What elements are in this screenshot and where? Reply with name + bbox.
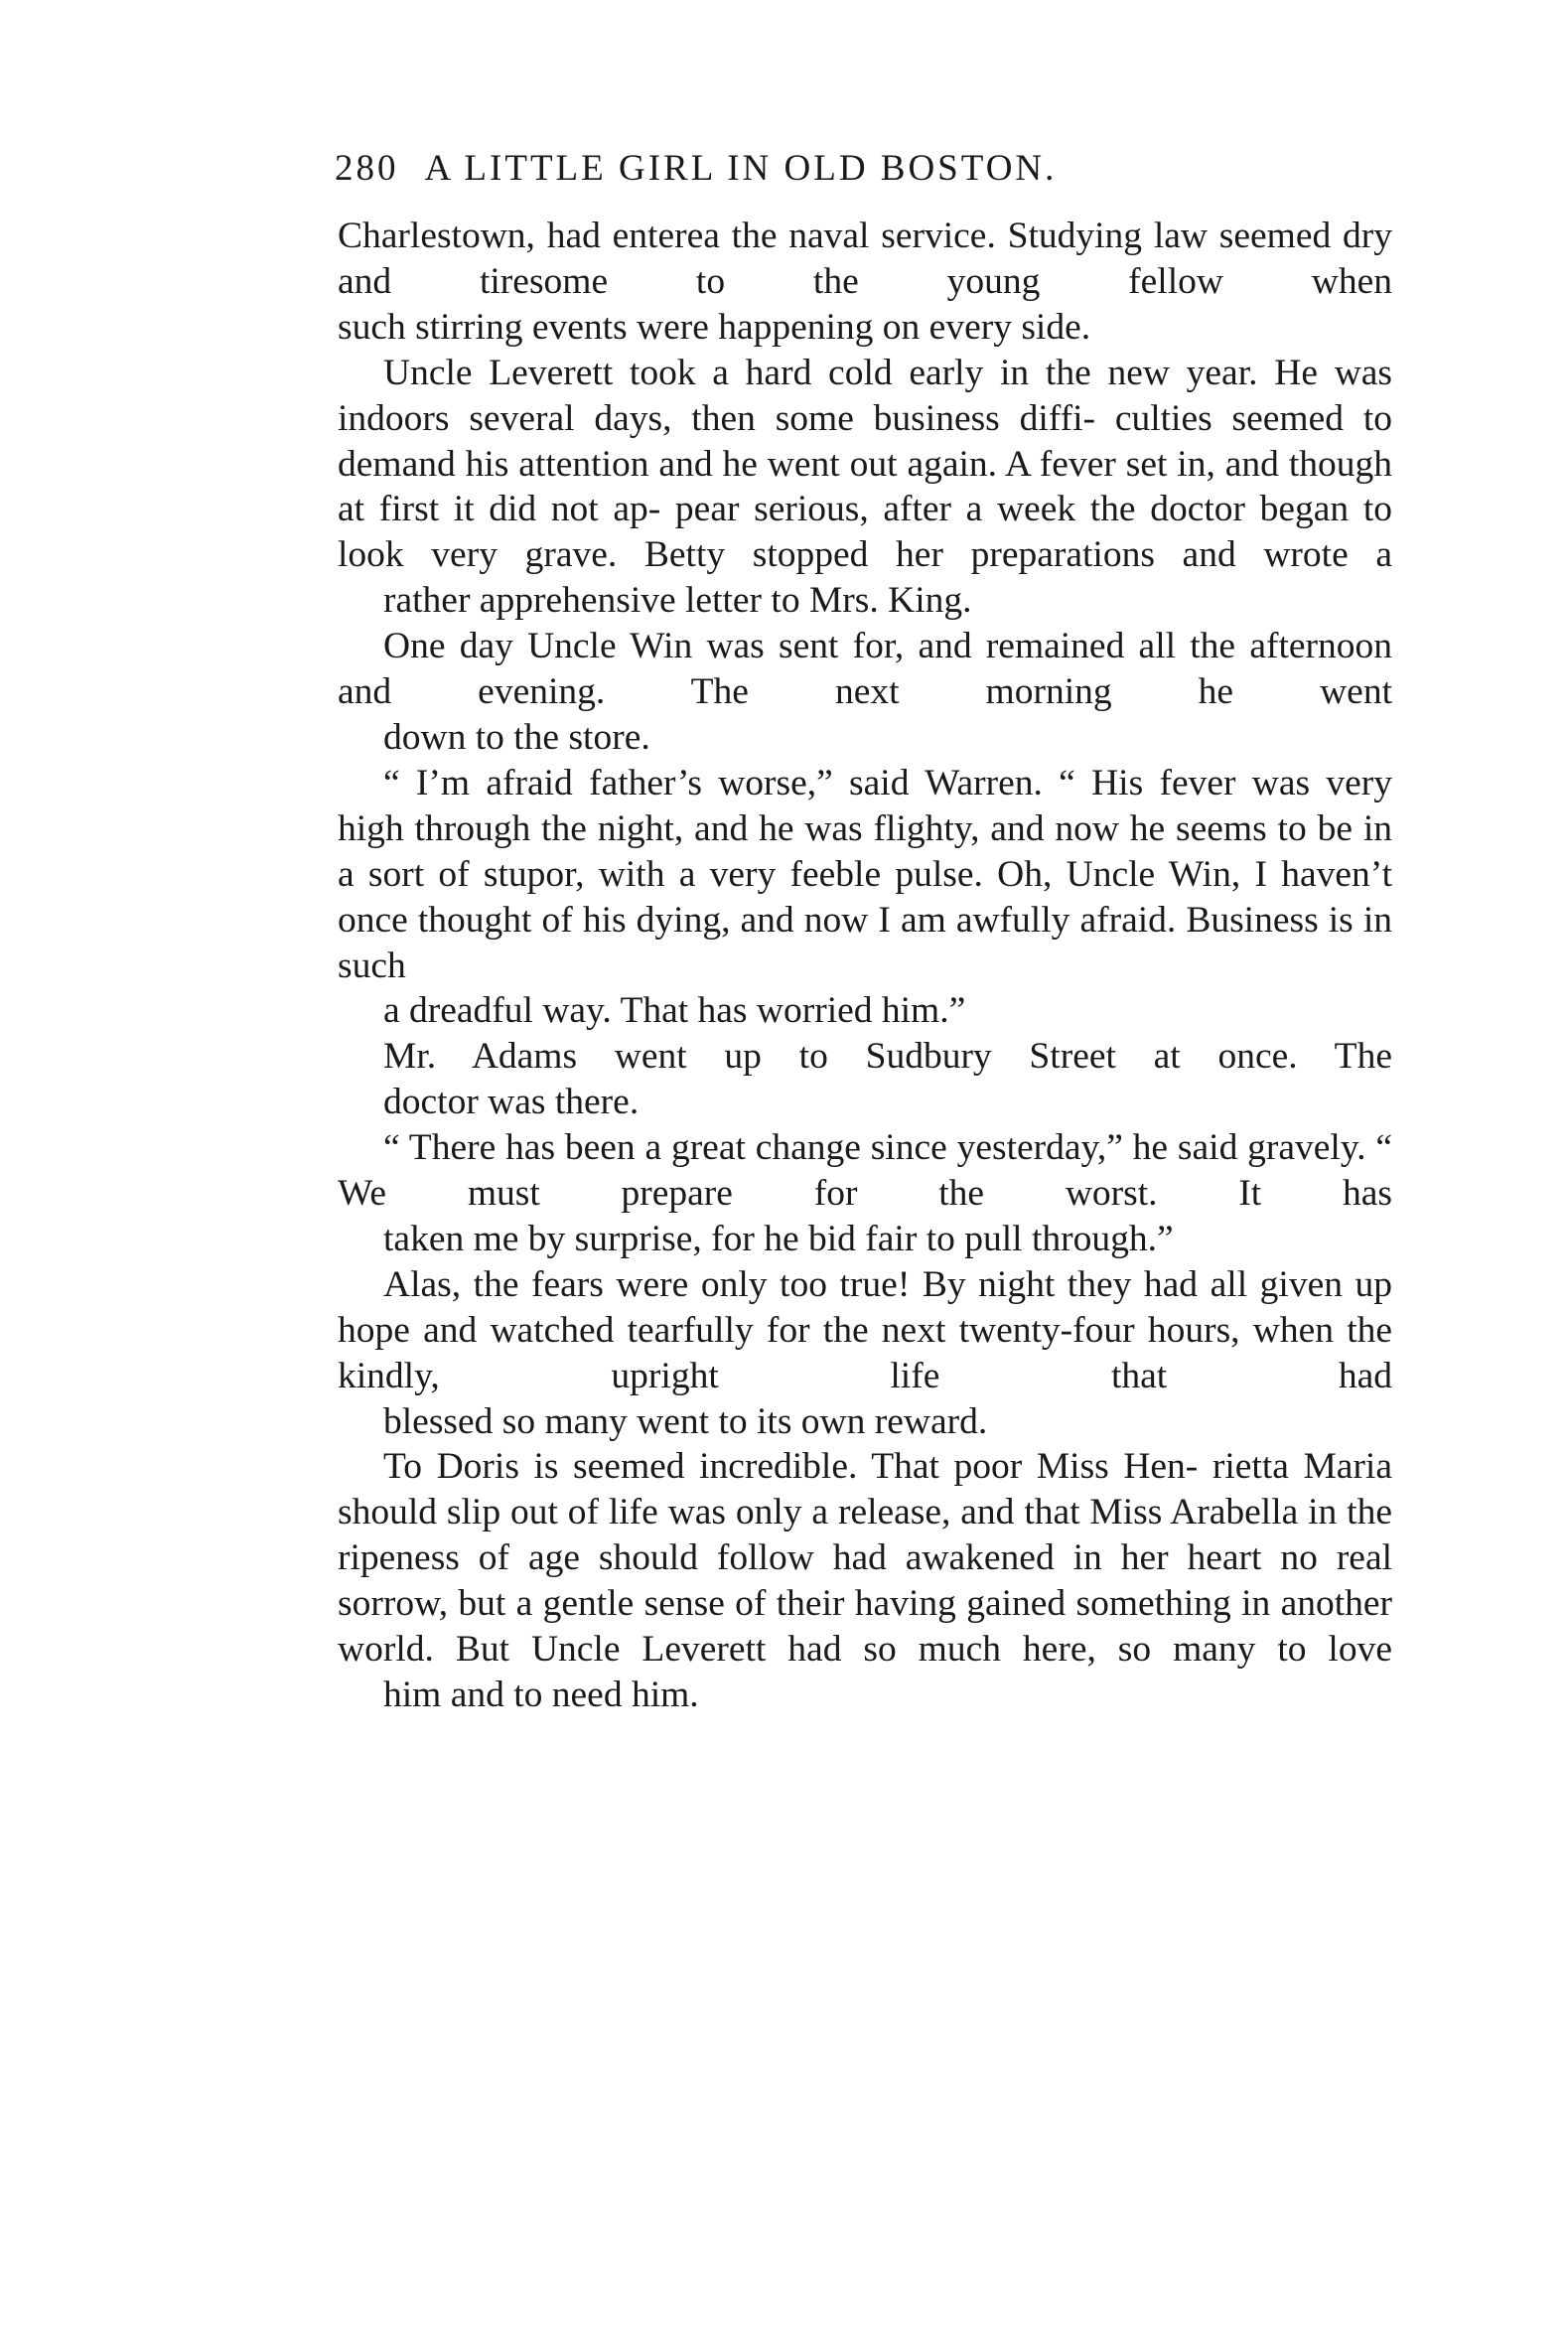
text-line: Charlestown, had enterea the naval service. Studying bbox=[338, 216, 1143, 256]
text-line-last: blessed so many went to its own reward. bbox=[383, 1400, 988, 1442]
text-line-last: such stirring events were happening on every side. bbox=[338, 306, 1091, 348]
text-line: Alas, the fears were only too true! By night they had bbox=[383, 1263, 1199, 1305]
paragraph bbox=[338, 1262, 1392, 1445]
text-line: pear serious, after a week the doctor began to look very bbox=[338, 489, 1392, 576]
text-line: said gravely. “ We must prepare for the worst. It has bbox=[338, 1127, 1392, 1215]
text-line-last: rather apprehensive letter to Mrs. King. bbox=[383, 580, 972, 622]
text-line: Mr. Adams went up to Sudbury Street at once. The bbox=[383, 1036, 1392, 1078]
paragraph bbox=[338, 624, 1392, 761]
paragraph bbox=[338, 1034, 1392, 1125]
running-title: A LITTLE GIRL IN OLD BOSTON. bbox=[424, 148, 1058, 189]
text-line: pulse. Oh, Uncle Win, I haven’t once thought of his bbox=[338, 853, 1392, 941]
running-head bbox=[335, 139, 1387, 199]
body-text bbox=[338, 214, 1392, 1718]
text-line: grave. Betty stopped her preparations and wrote a bbox=[524, 534, 1392, 576]
text-line: was very high through the night, and he was flighty, and bbox=[338, 762, 1393, 849]
text-line-last: a dreadful way. That has worried him.” bbox=[383, 990, 966, 1032]
text-line-last: down to the store. bbox=[383, 716, 650, 758]
paragraph bbox=[338, 1444, 1392, 1717]
text-line: Uncle Leverett took a hard cold early in the new year. bbox=[383, 352, 1258, 393]
text-line: One day Uncle Win was sent for, and remained all the bbox=[383, 626, 1236, 667]
text-line: had awakened in her heart no real sorrow, but a gentle bbox=[338, 1537, 1393, 1625]
text-line: But Uncle Leverett had so much here, so many to love bbox=[455, 1629, 1392, 1671]
text-line: dying, and now I am awfully afraid. Business is in such bbox=[338, 899, 1393, 986]
text-line: sense of their having gained something in another world. bbox=[338, 1583, 1393, 1671]
text-line-last: doctor was there. bbox=[383, 1082, 640, 1123]
text-line-last: taken me by surprise, for he bid fair to pull through.” bbox=[383, 1218, 1174, 1259]
text-line: again. A fever set in, and though at first it did not ap- bbox=[338, 443, 1392, 530]
text-line: “ I’m afraid father’s worse,” said Warren. “ His fever bbox=[383, 762, 1236, 803]
text-line: all given up hope and watched tearfully for the next bbox=[338, 1263, 1393, 1351]
text-line: He was indoors several days, then some business diffi- bbox=[338, 352, 1393, 439]
text-line: that Miss Arabella in the ripeness of age should follow bbox=[338, 1492, 1392, 1579]
text-line: law seemed dry and tiresome to the young fellow when bbox=[338, 216, 1393, 302]
paragraph bbox=[338, 1125, 1392, 1262]
text-line: twenty-four hours, when the kindly, upright life that had bbox=[338, 1309, 1393, 1396]
page-number: 280 bbox=[335, 148, 399, 189]
text-line: rietta Maria should slip out of life was only a release, and bbox=[338, 1446, 1392, 1533]
paragraph bbox=[338, 761, 1392, 1034]
paragraph bbox=[338, 351, 1392, 624]
text-line-last: him and to need him. bbox=[383, 1675, 699, 1715]
text-line: “ There has been a great change since yesterday,” he bbox=[383, 1127, 1169, 1169]
text-line: now he seems to be in a sort of stupor, with a very feeble bbox=[338, 807, 1392, 895]
text-line: afternoon and evening. The next morning he went bbox=[338, 626, 1392, 713]
text-line: culties seemed to demand his attention and he went out bbox=[338, 397, 1392, 485]
paragraph bbox=[338, 214, 1392, 351]
text-line: To Doris is seemed incredible. That poor Miss Hen- bbox=[383, 1446, 1199, 1488]
